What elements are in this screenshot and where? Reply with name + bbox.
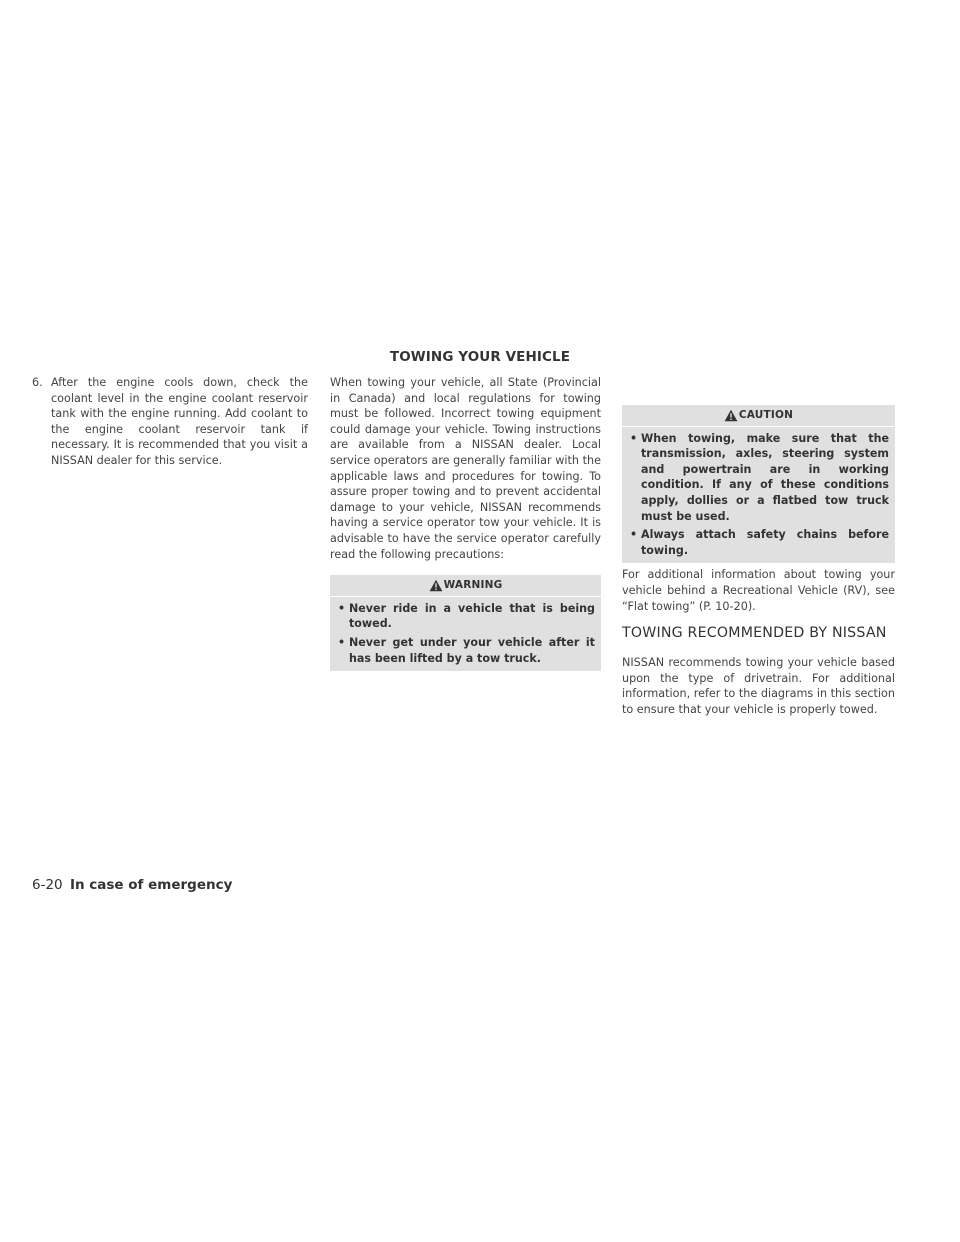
recommendation-paragraph: NISSAN recommends towing your vehicle based upon the type of drivetrain. For additional information, refer to the diagrams in this section to ensure that your vehicle is properly towed. — [622, 655, 895, 716]
bullet-marker: • — [630, 431, 638, 445]
warning-item-text: Never get under your vehicle after it has been lifted by a tow truck. — [349, 635, 595, 665]
bullet-marker: • — [338, 601, 346, 615]
step-item — [32, 375, 308, 469]
caution-item — [630, 527, 889, 558]
middle-column — [330, 375, 601, 671]
warning-triangle-icon — [429, 579, 443, 592]
caution-header — [622, 405, 895, 426]
warning-header — [330, 575, 601, 596]
right-column — [622, 405, 895, 717]
step-number: 6. — [32, 376, 43, 389]
subsection-heading: TOWING RECOMMENDED BY NISSAN — [622, 625, 887, 642]
warning-title: WARNING — [443, 579, 503, 592]
footer-section-name: In case of emergency — [69, 877, 233, 893]
caution-body — [622, 426, 895, 564]
warning-body — [330, 596, 601, 671]
caution-title: CAUTION — [738, 409, 794, 421]
step-text: After the engine cools down, check the coolant level in the engine coolant reservoir tank with the engine running. Add coolant to the engine coolant reservoir tank if necessary. It is recommended that you visit a NISSAN dealer for this service. — [51, 376, 308, 467]
bullet-marker: • — [338, 635, 346, 649]
warning-triangle-icon — [724, 409, 738, 422]
caution-item-text: Always attach safety chains before towing. — [641, 528, 889, 557]
section-title: TOWING YOUR VEHICLE — [389, 349, 571, 365]
warning-item-text: Never ride in a vehicle that is being towed. — [349, 601, 595, 631]
towing-intro-paragraph: When towing your vehicle, all State (Provincial in Canada) and local regulations for towing must be followed. Incorrect towing equipment could damage your vehicle. Towing instructions are available from a NISSAN dealer. Local service operators are generally familiar with the applicable laws and procedures for towing. To assure proper towing and to prevent accidental damage to your vehicle, NISSAN recommends having a service operator tow your vehicle. It is advisable to have the service operator carefully read the following precautions: — [330, 376, 601, 561]
page-number: 6-20 — [32, 877, 63, 893]
caution-item-text: When towing, make sure that the transmission, axles, steering system and powertrain are in working condition. If any of these conditions apply, dollies or a flatbed tow truck must be used. — [641, 431, 889, 523]
caution-item — [630, 431, 889, 525]
warning-item — [338, 635, 595, 666]
warning-item — [338, 601, 595, 632]
left-column — [32, 375, 308, 469]
caution-box — [622, 405, 895, 563]
warning-box — [330, 575, 601, 671]
page-footer — [32, 877, 232, 893]
additional-info-paragraph: For additional information about towing your vehicle behind a Recreational Vehicle (RV), see “Flat towing” (P. 10-20). — [622, 568, 895, 613]
bullet-marker: • — [630, 528, 638, 542]
